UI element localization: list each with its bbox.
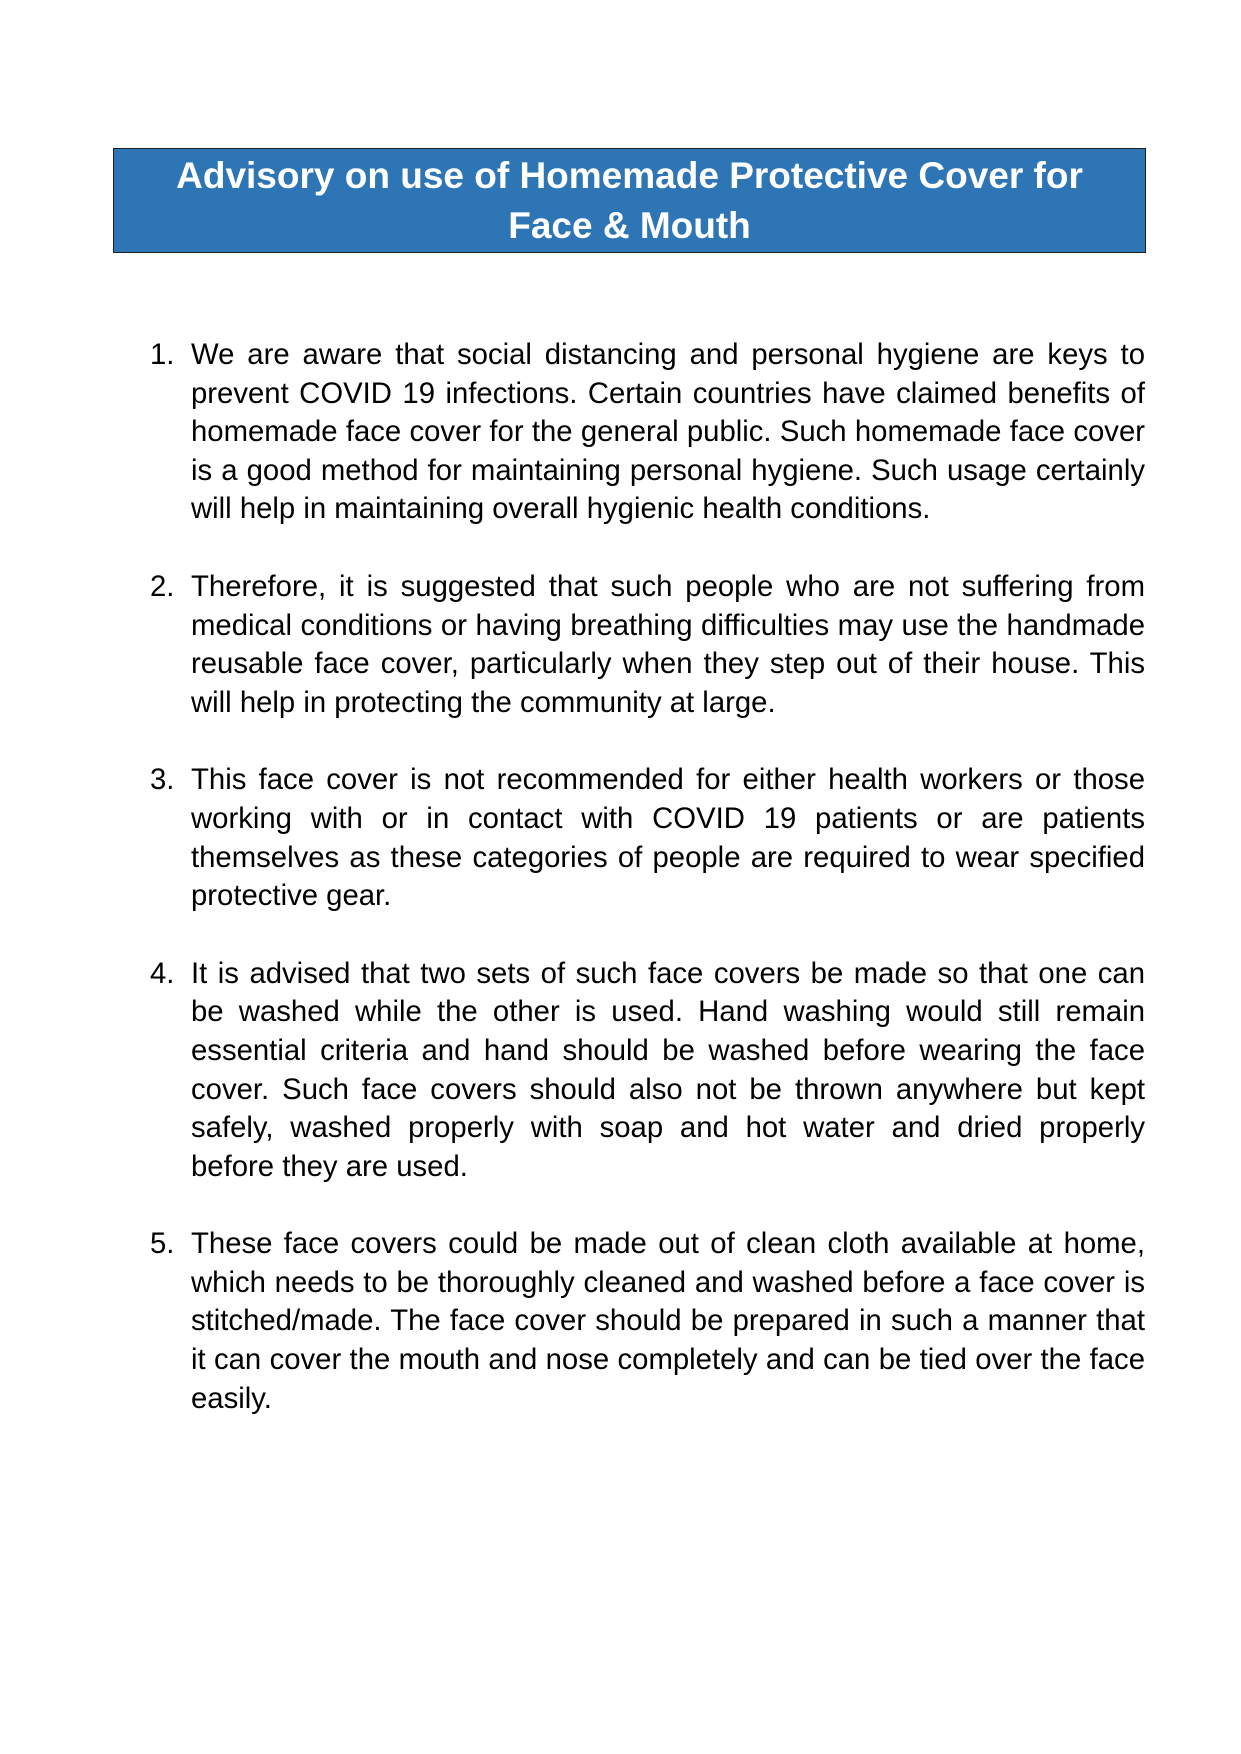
item-number: 3. — [150, 763, 175, 797]
list-item — [150, 1225, 1145, 1418]
item-number: 2. — [150, 569, 175, 603]
advisory-list — [150, 336, 1145, 1457]
page-title — [170, 151, 1089, 251]
list-item — [150, 761, 1145, 915]
list-item — [150, 336, 1145, 529]
title-banner — [113, 148, 1146, 253]
item-text: We are aware that social distancing and personal hygiene are keys to prevent COVID 19 infections. Certain countries have claimed benefits of homemade face cover for the general public. Such homemade face cover is a good method for maintaining personal hygiene. Such usage certainly will help in maintaining overall hygienic health conditions. — [191, 338, 1145, 526]
item-number: 4. — [150, 956, 175, 990]
item-text: This face cover is not recommended for either health workers or those working with or in contact with COVID 19 patients or are patients themselves as these categories of people are required to wear specified protective gear. — [191, 763, 1145, 913]
title-line-1: Advisory on use of Homemade Protective Cover for — [176, 154, 1083, 196]
item-number: 5. — [150, 1227, 175, 1261]
item-text: It is advised that two sets of such face covers be made so that one can be washed while the other is used. Hand washing would still remain essential criteria and hand should be washed before wearing the face cover. Such face covers should also not be thrown anywhere but kept safely, washed properly with soap and hot water and dried properly before they are used. — [191, 956, 1145, 1183]
item-text: Therefore, it is suggested that such people who are not suffering from medical conditions or having breathing difficulties may use the handmade reusable face cover, particularly when they step out of their house. This will help in protecting the community at large. — [191, 569, 1145, 719]
title-line-2: Face & Mouth — [508, 204, 751, 246]
item-text: These face covers could be made out of clean cloth available at home, which needs to be thoroughly cleaned and washed before a face cover is stitched/made. The face cover should be prepared in such a manner that it can cover the mouth and nose completely and can be tied over the face easily. — [191, 1227, 1145, 1415]
list-item — [150, 955, 1145, 1187]
item-number: 1. — [150, 338, 175, 371]
list-item — [150, 568, 1145, 722]
